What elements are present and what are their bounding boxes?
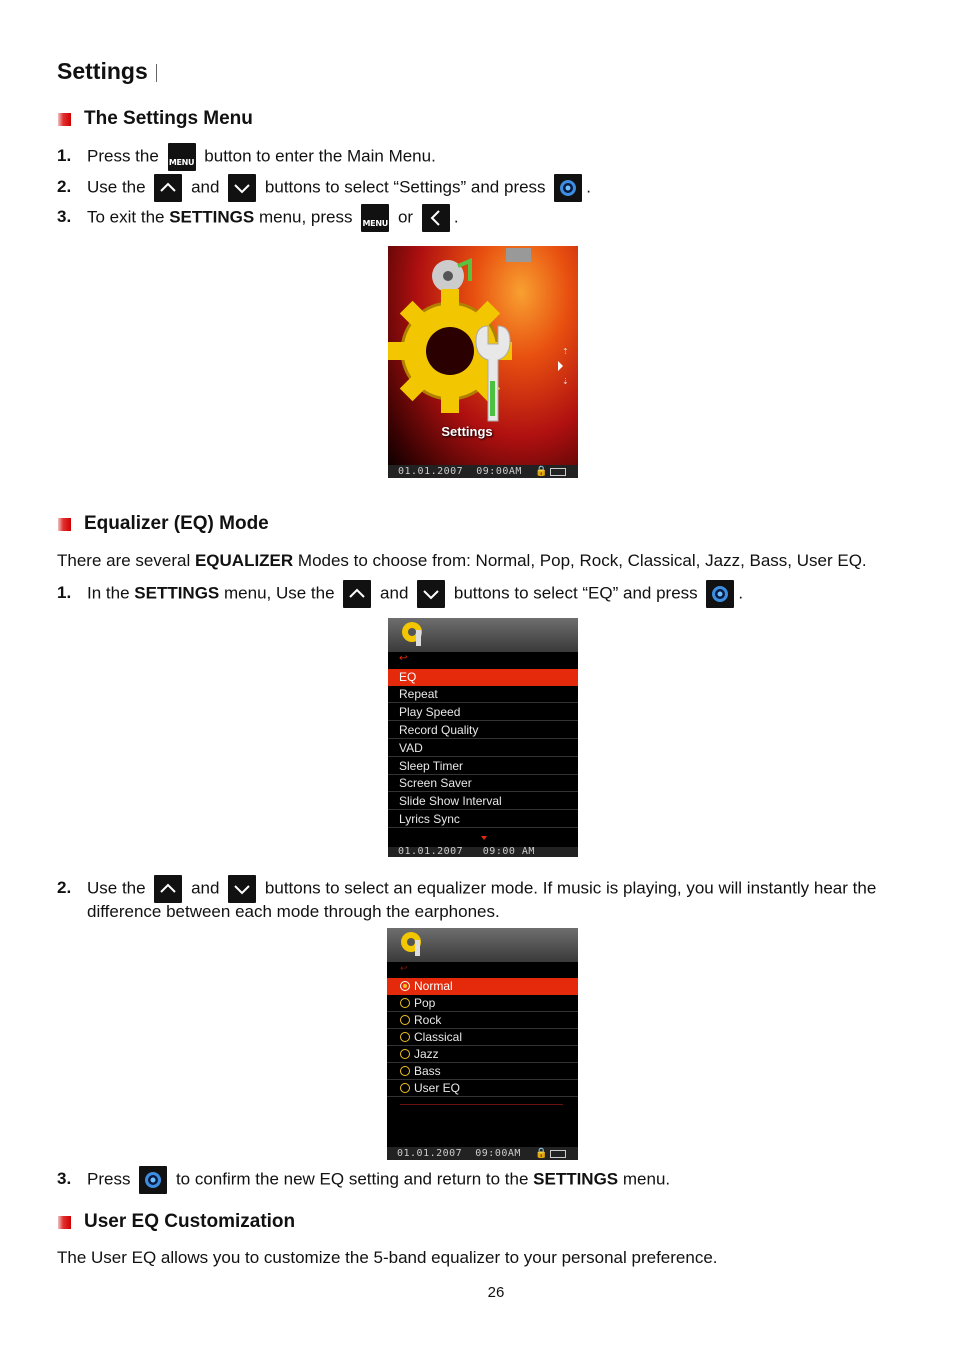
section-bullet-icon [58, 518, 71, 531]
radio-selected-icon [400, 981, 410, 991]
step-2-settings: 2. Use the and buttons to select “Settings” and press . [57, 174, 591, 202]
section-heading-settings-menu: The Settings Menu [84, 108, 253, 129]
eq-intro: There are several EQUALIZER Modes to choose from: Normal, Pop, Rock, Classical, Jazz, Bass, User EQ. [57, 551, 867, 570]
lock-icon: 🔒 [535, 466, 548, 477]
eq-mode-screen [387, 928, 578, 1160]
up-button-icon [154, 875, 182, 903]
battery-icon [550, 1150, 566, 1158]
status-bar: 01.01.2007 09:00AM 🔒 [387, 1147, 578, 1160]
title-divider [156, 64, 157, 82]
svg-text:⇡: ⇡ [562, 347, 569, 356]
step-3-settings: 3. To exit the SETTINGS menu, press MENU or . [57, 204, 459, 232]
scroll-down-icon [481, 836, 487, 840]
eq-option-classical: Classical [387, 1029, 578, 1046]
svg-text:⇣: ⇣ [562, 377, 569, 386]
page-number: 26 [487, 1284, 505, 1301]
menu-item-screen-saver: Screen Saver [388, 775, 578, 792]
radio-icon [400, 1066, 410, 1076]
section-heading-user-eq: User EQ Customization [84, 1211, 296, 1232]
page-title: Settings [57, 58, 148, 84]
menu-item-eq: EQ [388, 669, 578, 686]
radio-icon [400, 1032, 410, 1042]
menu-button-icon: MENU [168, 143, 196, 171]
menu-item-play-speed: Play Speed [388, 704, 578, 721]
eq-step-2: 2. Use the and buttons to select an equalizer mode. If music is playing, you will instantly hear the [57, 875, 876, 903]
settings-gear-icon [398, 618, 438, 652]
settings-menu-screen [388, 618, 578, 857]
back-button-icon [422, 204, 450, 232]
radio-icon [400, 1049, 410, 1059]
status-bar: 01.01.2007 09:00AM 🔒 [388, 465, 578, 478]
menu-header [387, 928, 578, 962]
up-button-icon [343, 580, 371, 608]
down-button-icon [228, 174, 256, 202]
eq-option-normal: Normal [387, 978, 578, 995]
settings-screen-image [388, 246, 578, 478]
step-1-settings: 1. Press the MENU button to enter the Main Menu. [57, 143, 436, 171]
menu-item-vad: VAD [388, 740, 578, 757]
user-eq-text: The User EQ allows you to customize the 5-band equalizer to your personal preference. [57, 1248, 718, 1267]
eq-step-2-continued: difference between each mode through the earphones. [87, 902, 500, 921]
eq-option-jazz: Jazz [387, 1046, 578, 1063]
divider [400, 1104, 563, 1105]
eq-step-1: 1. In the SETTINGS menu, Use the and buttons to select “EQ” and press . [57, 580, 743, 608]
back-arrow-icon: ↩ [399, 653, 408, 664]
screen-label: Settings [441, 424, 493, 439]
radio-icon [400, 1083, 410, 1093]
menu-item-sleep-timer: Sleep Timer [388, 758, 578, 775]
menu-item-slide-show-interval: Slide Show Interval [388, 793, 578, 810]
menu-item-lyrics-sync: Lyrics Sync [388, 811, 578, 828]
eq-option-rock: Rock [387, 1012, 578, 1029]
up-button-icon [154, 174, 182, 202]
menu-item-record-quality: Record Quality [388, 722, 578, 739]
menu-button-icon: MENU [361, 204, 389, 232]
battery-icon [550, 468, 566, 476]
eq-option-pop: Pop [387, 995, 578, 1012]
status-bar: 01.01.2007 09:00 AM [388, 847, 578, 857]
eq-option-user-eq: User EQ [387, 1080, 578, 1097]
radio-icon [400, 998, 410, 1008]
back-arrow-icon: ↩ [400, 963, 408, 973]
menu-header [388, 618, 578, 652]
eq-step-3: 3. Press to confirm the new EQ setting and return to the SETTINGS menu. [57, 1166, 670, 1194]
eq-option-bass: Bass [387, 1063, 578, 1080]
select-button-icon [139, 1166, 167, 1194]
section-bullet-icon [58, 1216, 71, 1229]
section-heading-eq-mode: Equalizer (EQ) Mode [84, 513, 269, 534]
radio-icon [400, 1015, 410, 1025]
select-button-icon [706, 580, 734, 608]
section-bullet-icon [58, 113, 71, 126]
select-button-icon [554, 174, 582, 202]
down-button-icon [417, 580, 445, 608]
settings-gear-icon [397, 928, 437, 962]
lock-icon: 🔒 [535, 1148, 548, 1159]
down-button-icon [228, 875, 256, 903]
menu-item-repeat: Repeat [388, 686, 578, 703]
